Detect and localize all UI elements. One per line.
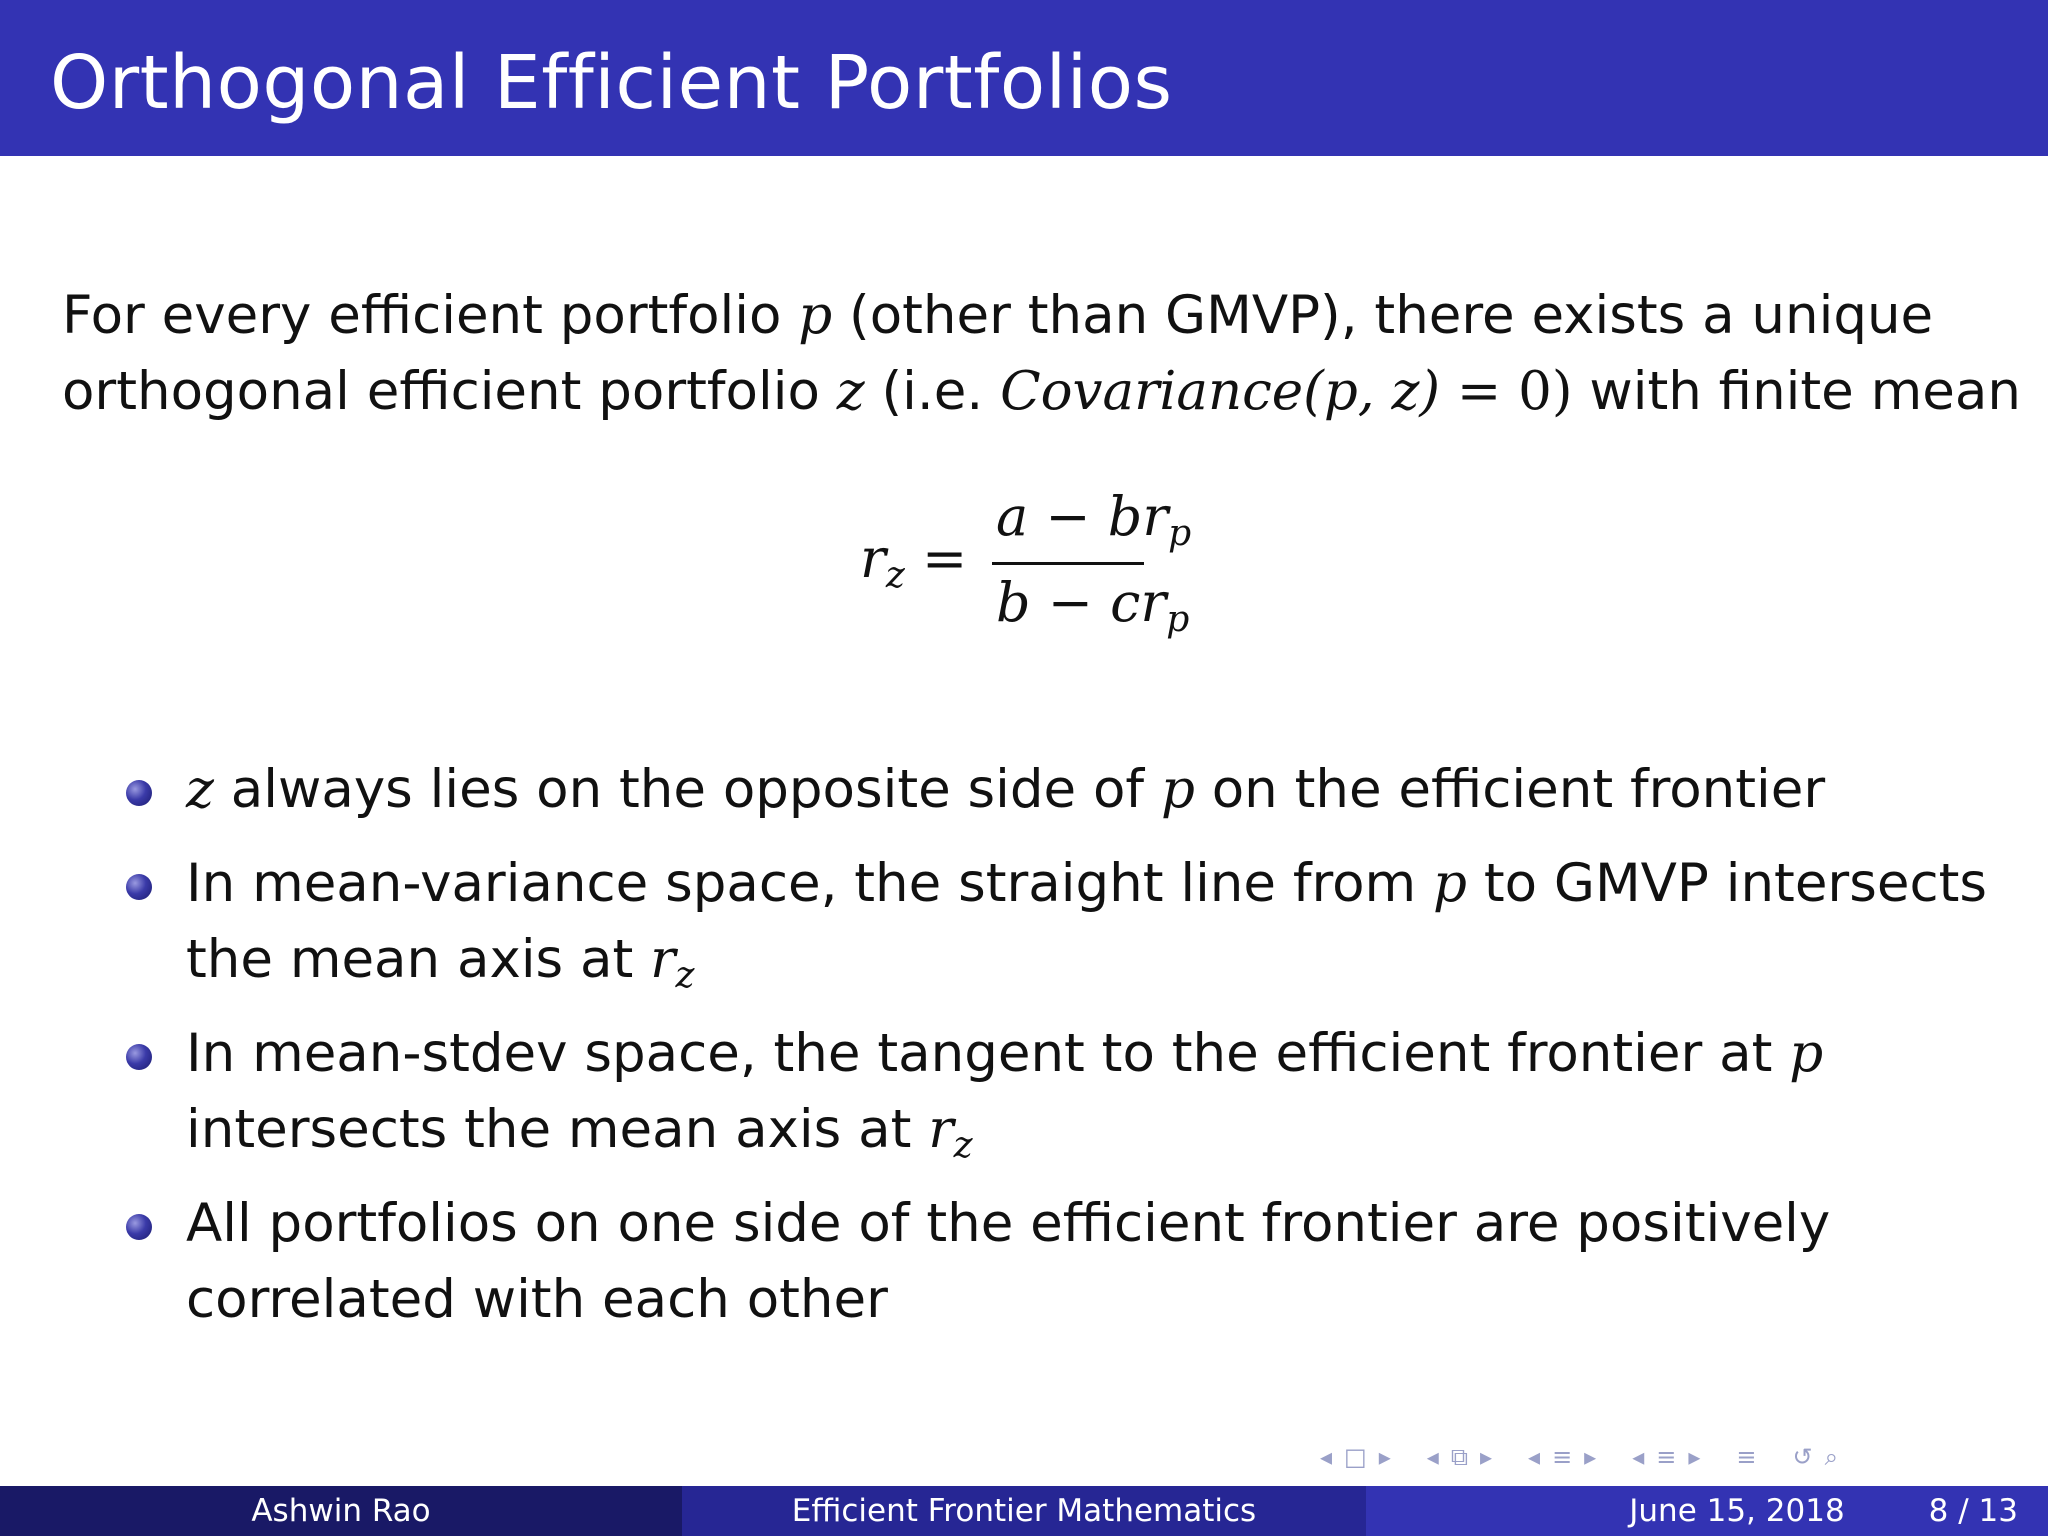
bullet-item bbox=[124, 1186, 2004, 1338]
beamer-navigation-bar bbox=[1320, 1440, 2030, 1474]
formula-denominator bbox=[996, 571, 1190, 640]
math-z: z bbox=[186, 759, 214, 820]
bullet-text: In mean-stdev space, the tangent to the efficient frontier at bbox=[186, 1023, 1790, 1084]
bullet-item bbox=[124, 752, 2004, 828]
formula-equals: = bbox=[922, 527, 968, 590]
nav-next-icon[interactable]: ▸ bbox=[1688, 1443, 1701, 1471]
math-args: (p, z) bbox=[1303, 361, 1441, 422]
intro-line-2 bbox=[62, 354, 2022, 430]
footer-bar bbox=[0, 1486, 2048, 1536]
footer-talk-title: Efficient Frontier Mathematics bbox=[682, 1486, 1366, 1536]
nav-prev-frame-icon[interactable]: ◂ bbox=[1320, 1443, 1333, 1471]
formula-sub: z bbox=[885, 555, 905, 596]
footer-page-number: 8 / 13 bbox=[1928, 1493, 2018, 1529]
nav-search-icon[interactable]: ⌕ bbox=[1824, 1443, 1839, 1471]
nav-prev-subsection-icon[interactable]: ◂ bbox=[1426, 1443, 1439, 1471]
nav-frame-icon[interactable]: □ bbox=[1344, 1443, 1367, 1471]
bullet-dot-icon bbox=[126, 780, 152, 806]
nav-section-icon[interactable]: ≡ bbox=[1552, 1443, 1573, 1471]
bullet-item bbox=[124, 1016, 2004, 1168]
intro-line-1 bbox=[62, 278, 2022, 354]
bullet-dot-icon bbox=[126, 1044, 152, 1070]
nav-next-subsection-icon[interactable]: ▸ bbox=[1479, 1443, 1493, 1471]
nav-prev-section-icon[interactable]: ◂ bbox=[1528, 1443, 1541, 1471]
orthogonal-return-formula bbox=[860, 485, 1200, 645]
math-r: r bbox=[650, 929, 676, 990]
nav-subsection-icon[interactable]: ⧉ bbox=[1450, 1443, 1468, 1471]
intro-text: (i.e. bbox=[864, 361, 1001, 422]
bullet-text: correlated with each other bbox=[186, 1269, 888, 1330]
nav-undo-icon[interactable]: ↺ bbox=[1792, 1443, 1813, 1471]
nav-prev-icon[interactable]: ◂ bbox=[1632, 1443, 1645, 1471]
footer-date-page bbox=[1366, 1486, 2048, 1536]
numerator-text: a − br bbox=[996, 485, 1169, 548]
nav-align-icon[interactable]: ≡ bbox=[1736, 1443, 1757, 1471]
intro-paragraph bbox=[62, 278, 2022, 430]
denominator-sub: p bbox=[1166, 599, 1190, 640]
math-z: z bbox=[836, 361, 865, 422]
math-equals-zero: = 0) bbox=[1440, 361, 1573, 422]
math-p: p bbox=[1789, 1023, 1824, 1084]
math-sub: z bbox=[675, 955, 695, 996]
bullet-text: on the efficient frontier bbox=[1194, 759, 1826, 820]
intro-text: with finite mean bbox=[1572, 361, 2021, 422]
nav-next-frame-icon[interactable]: ▸ bbox=[1378, 1443, 1391, 1471]
bullet-text: In mean-variance space, the straight line from bbox=[186, 853, 1434, 914]
formula-r: r bbox=[860, 527, 886, 590]
math-p: p bbox=[1433, 853, 1467, 914]
formula-numerator bbox=[996, 485, 1192, 554]
footer-author: Ashwin Rao bbox=[0, 1486, 682, 1536]
bullet-dot-icon bbox=[126, 874, 152, 900]
bullet-text: All portfolios on one side of the efficient frontier are positively bbox=[186, 1193, 1831, 1254]
bullet-dot-icon bbox=[126, 1214, 152, 1240]
title-bar bbox=[0, 0, 2048, 156]
slide-title: Orthogonal Efficient Portfolios bbox=[50, 40, 1173, 126]
math-p: p bbox=[798, 285, 833, 346]
footer-date: June 15, 2018 bbox=[1629, 1493, 1845, 1529]
nav-next-section-icon[interactable]: ▸ bbox=[1584, 1443, 1597, 1471]
math-p: p bbox=[1160, 759, 1195, 820]
denominator-text: b − cr bbox=[996, 571, 1167, 634]
intro-text: For every efficient portfolio bbox=[62, 285, 799, 346]
bullet-text: the mean axis at bbox=[186, 929, 651, 990]
bullet-text: always lies on the opposite side of bbox=[213, 759, 1161, 820]
bullet-list bbox=[124, 752, 2004, 1356]
intro-text: orthogonal efficient portfolio bbox=[62, 361, 837, 422]
math-covariance: Covariance bbox=[1000, 361, 1304, 422]
numerator-sub: p bbox=[1168, 513, 1192, 554]
formula-lhs bbox=[860, 527, 905, 596]
bullet-item bbox=[124, 846, 2004, 998]
intro-text: (other than GMVP), there exists a unique bbox=[832, 285, 1934, 346]
nav-doc-icon[interactable]: ≡ bbox=[1656, 1443, 1677, 1471]
fraction-bar bbox=[992, 562, 1144, 565]
math-r: r bbox=[928, 1099, 954, 1160]
math-sub: z bbox=[953, 1125, 973, 1166]
bullet-text: to GMVP intersects bbox=[1466, 853, 1987, 914]
bullet-text: intersects the mean axis at bbox=[186, 1099, 929, 1160]
